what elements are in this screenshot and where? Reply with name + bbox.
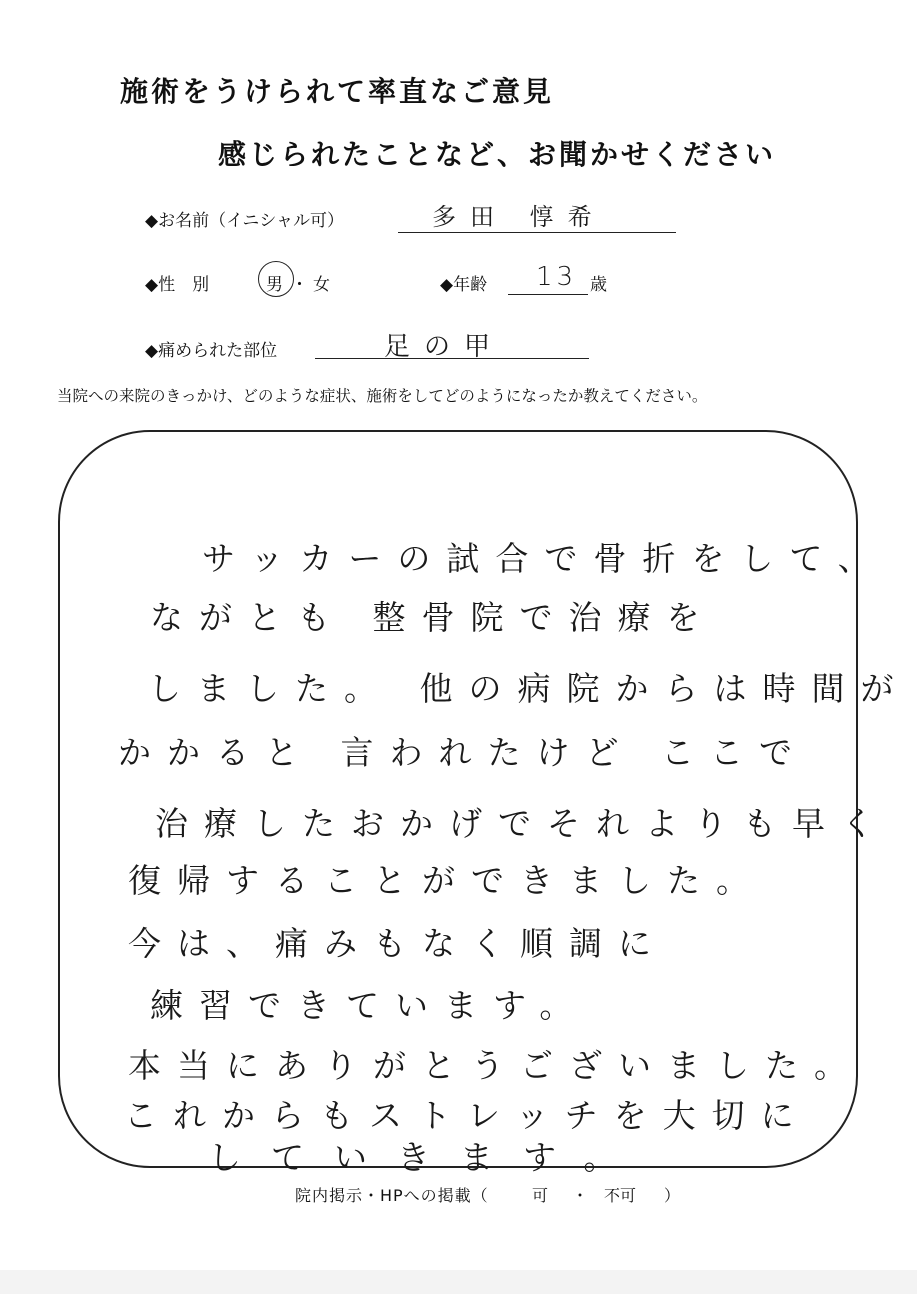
age-underline	[508, 294, 588, 295]
comment-line-4: かかると 言われたけど ここで	[118, 733, 808, 772]
comment-instruction: 当院への来院のきっかけ、どのような症状、施術をしてどのようになったか教えてください。	[57, 387, 708, 405]
consent-option-separator: ・	[572, 1186, 589, 1205]
gender-separator: ・	[291, 275, 308, 295]
name-underline	[398, 232, 676, 233]
gender-female: 女	[313, 275, 330, 295]
name-label: ◆お名前（イニシャル可）	[145, 211, 345, 231]
consent-option-yes[interactable]: 可	[532, 1186, 549, 1205]
injured-area-value: 足の甲	[384, 332, 505, 362]
comment-line-3: しました。 他の病院からは時間が	[148, 669, 910, 708]
comment-line-7: 今は、痛みもなく順調に	[128, 924, 667, 963]
gender-male: 男	[266, 275, 283, 295]
comment-line-5: 治療したおかげでそれよりも早く	[155, 804, 890, 843]
name-value: 多田 惇希	[432, 203, 606, 231]
comment-line-9: 本当にありがとうございました。	[128, 1046, 863, 1085]
survey-title-line-1: 施術をうけられて率直なご意見	[120, 75, 555, 108]
comment-line-8: 練習できています。	[150, 986, 589, 1025]
publication-consent-label: 院内掲示・HPへの掲載（	[295, 1186, 489, 1205]
scan-bottom-edge	[0, 1270, 917, 1294]
age-unit: 歳	[590, 275, 607, 295]
consent-close-paren: ）	[664, 1186, 681, 1205]
comment-line-2: ながとも 整骨院で治療を	[150, 598, 716, 637]
age-label: ◆年齢	[440, 275, 488, 295]
comment-line-6: 復帰することができました。	[128, 861, 765, 900]
injured-area-label: ◆痛められた部位	[145, 341, 278, 361]
comment-line-1: サッカーの試合で骨折をして、	[202, 539, 887, 578]
survey-title-line-2: 感じられたことなど、お聞かせください	[218, 138, 777, 171]
comment-line-10: これからもストレッチを大切に	[124, 1096, 810, 1135]
injured-area-underline	[315, 358, 589, 359]
consent-option-no[interactable]: 不可	[604, 1186, 637, 1205]
age-value: 13	[536, 262, 578, 292]
comment-line-11: していきます。	[208, 1138, 647, 1177]
gender-label: ◆性 別	[145, 275, 210, 295]
